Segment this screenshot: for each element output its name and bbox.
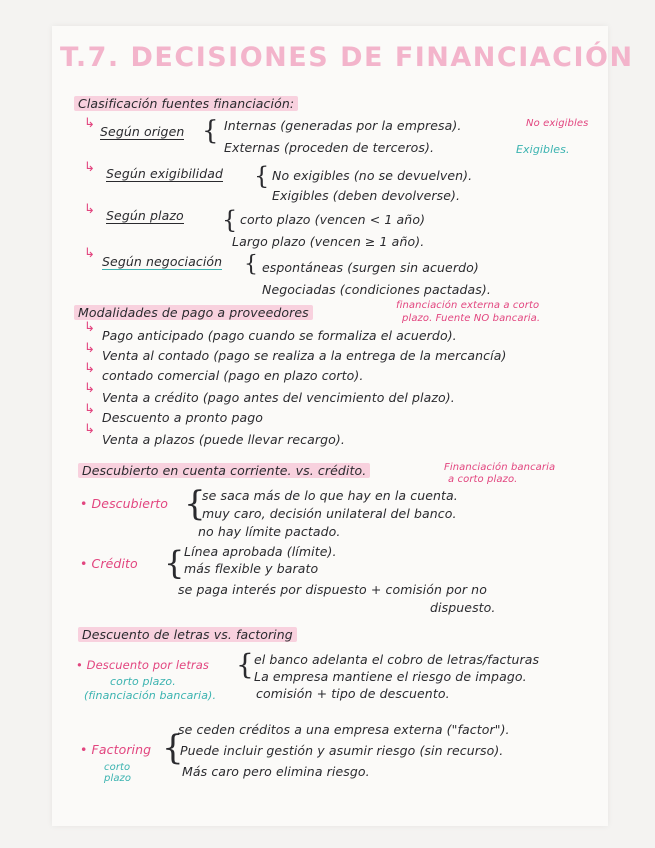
section-heading-descubierto: Descubierto en cuenta corriente. vs. crédito. [78,463,370,478]
section-heading-descuento-letras: Descuento de letras vs. factoring [78,627,297,642]
factoring-point: Puede incluir gestión y asumir riesgo (sin recurso). [180,743,504,758]
origen-externas: Externas (proceden de terceros). [224,140,435,155]
descubierto-point: muy caro, decisión unilateral del banco. [202,506,457,521]
descuento-point: comisión + tipo de descuento. [256,686,450,701]
descuento-point: La empresa mantiene el riesgo de impago. [254,669,527,684]
arrow-icon: ↳ [84,422,95,437]
origen-internas: Internas (generadas por la empresa). [224,118,462,133]
exigibilidad-no-exigibles: No exigibles (no se devuelven). [272,168,473,183]
negociacion-negociadas: Negociadas (condiciones pactadas). [262,282,491,297]
page-title: T.7. DECISIONES DE FINANCIACIÓN [60,42,634,73]
brace-icon: { [202,116,219,146]
factoring-point: Más caro pero elimina riesgo. [182,764,370,779]
note-no-exigibles: No exigibles [526,118,589,129]
arrow-icon: ↳ [84,160,95,175]
section-heading-modalidades: Modalidades de pago a proveedores [74,305,313,320]
label-descuento-letras: • Descuento por letras [76,658,210,672]
descubierto-point: se saca más de lo que hay en la cuenta. [202,488,458,503]
factoring-point: se ceden créditos a una empresa externa ("factor"). [178,722,510,737]
note-plazo: plazo [104,773,132,784]
brace-icon: { [236,648,254,681]
arrow-icon: ↳ [84,320,95,335]
arrow-icon: ↳ [84,361,95,376]
note-financiacion-bancaria: Financiación bancaria [444,462,556,473]
plazo-corto: corto plazo (vencen < 1 año) [240,212,426,227]
credito-point: se paga interés por dispuesto + comisión por no [178,582,487,597]
modalidad-item: contado comercial (pago en plazo corto). [102,368,364,383]
note-financiacion-externa: financiación externa a corto [396,300,540,311]
label-segun-plazo: Según plazo [106,208,184,223]
note-financiacion-bancaria: (financiación bancaria). [84,689,217,702]
negociacion-espontaneas: espontáneas (surgen sin acuerdo) [262,260,479,275]
note-fuente-no-bancaria: plazo. Fuente NO bancaria. [402,313,541,324]
modalidad-item: Venta a plazos (puede llevar recargo). [102,432,345,447]
note-a-corto-plazo: a corto plazo. [448,474,518,485]
label-credito: • Crédito [80,556,138,571]
arrow-icon: ↳ [84,381,95,396]
plazo-largo: Largo plazo (vencen ≥ 1 año). [232,234,425,249]
label-segun-exigibilidad: Según exigibilidad [106,166,224,181]
label-segun-origen: Según origen [100,124,185,139]
arrow-icon: ↳ [84,341,95,356]
descuento-point: el banco adelanta el cobro de letras/facturas [254,652,540,667]
brace-icon: { [162,728,184,768]
note-corto: corto [104,762,131,773]
label-descubierto: • Descubierto [80,496,169,511]
brace-icon: { [254,162,270,190]
label-segun-negociacion: Según negociación [102,254,223,269]
modalidad-item: Descuento a pronto pago [102,410,264,425]
label-factoring: • Factoring [80,742,152,757]
descubierto-point: no hay límite pactado. [198,524,341,539]
credito-point: Línea aprobada (límite). [184,544,337,559]
note-exigibles: Exigibles. [516,143,570,156]
arrow-icon: ↳ [84,246,95,261]
brace-icon: { [244,252,258,277]
modalidad-item: Venta al contado (pago se realiza a la entrega de la mercancía) [102,348,507,363]
credito-point: más flexible y barato [184,561,319,576]
modalidad-item: Venta a crédito (pago antes del vencimiento del plazo). [102,390,455,405]
brace-icon: { [184,484,206,524]
section-heading-clasificacion: Clasificación fuentes financiación: [74,96,298,111]
brace-icon: { [222,206,238,234]
brace-icon: { [164,544,185,582]
modalidad-item: Pago anticipado (pago cuando se formaliza el acuerdo). [102,328,457,343]
credito-point: dispuesto. [430,600,496,615]
note-corto-plazo: corto plazo. [110,675,176,688]
arrow-icon: ↳ [84,116,95,131]
arrow-icon: ↳ [84,202,95,217]
exigibilidad-exigibles: Exigibles (deben devolverse). [272,188,461,203]
arrow-icon: ↳ [84,402,95,417]
